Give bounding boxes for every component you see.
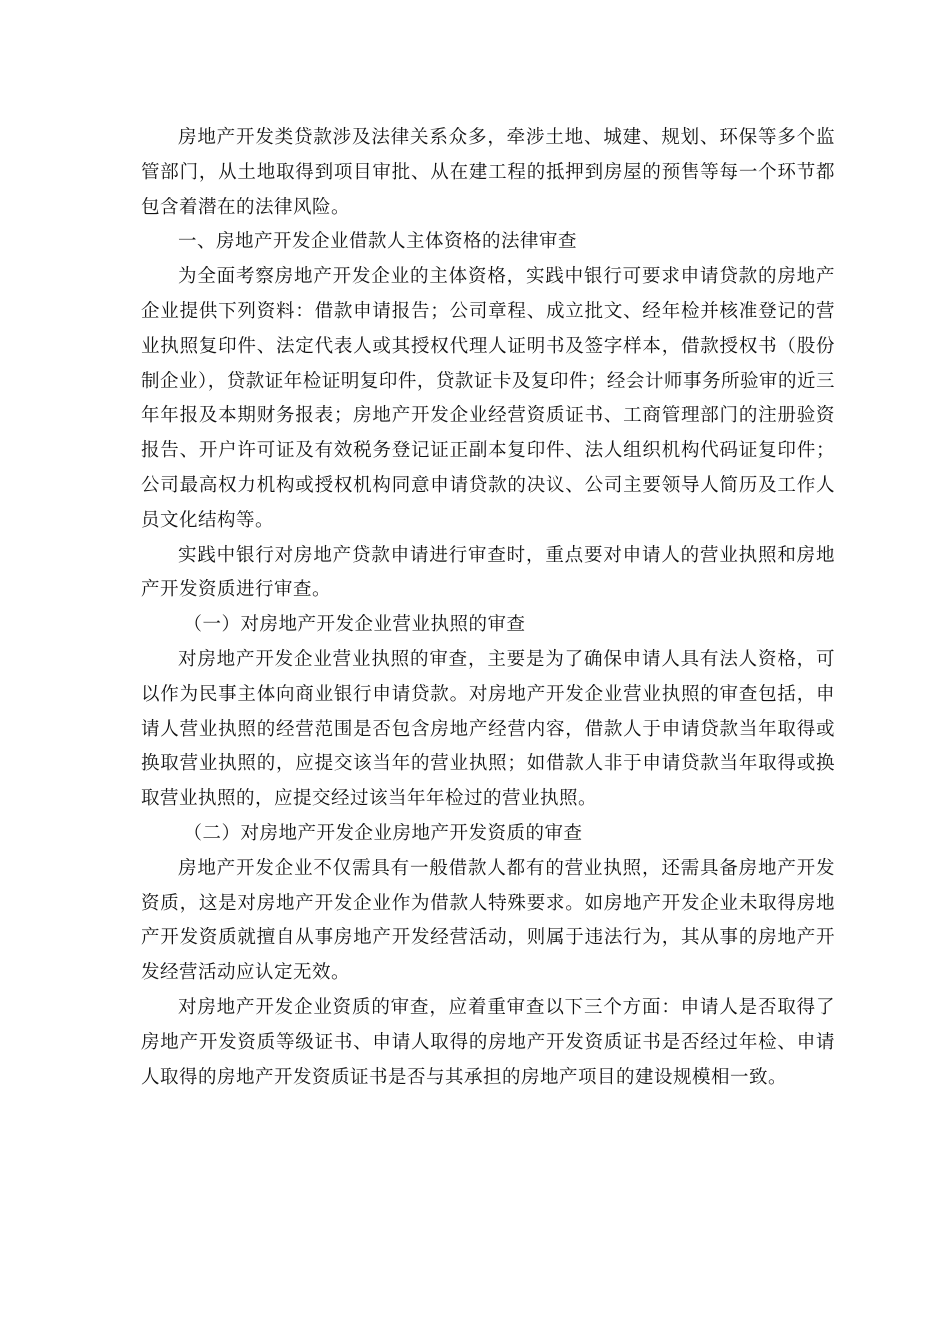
intro-paragraph: 房地产开发类贷款涉及法律关系众多，牵涉土地、城建、规划、环保等多个监管部门，从土地取得到项目审批、从在建工程的抵押到房屋的预售等每一个环节都包含着潜在的法律风险。	[141, 127, 835, 218]
review-focus-paragraph: 实践中银行对房地产贷款申请进行审查时，重点要对申请人的营业执照和房地产开发资质进行审查。	[141, 544, 835, 601]
license-review-paragraph: 对房地产开发企业营业执照的审查，主要是为了确保申请人具有法人资格，可以作为民事主体向商业银行申请贷款。对房地产开发企业营业执照的审查包括，申请人营业执照的经营范围是否包含房地产经营内容，借款人于申请贷款当年取得或换取营业执照的，应提交该当年的营业执照；如借款人非于申请贷款当年取得或换取营业执照的，应提交经过该当年年检过的营业执照。	[141, 648, 835, 810]
section-heading-1: 一、房地产开发企业借款人主体资格的法律审查	[178, 231, 578, 253]
document-body	[141, 121, 835, 1095]
subsection-heading-2: （二）对房地产开发企业房地产开发资质的审查	[183, 822, 583, 844]
materials-paragraph: 为全面考察房地产开发企业的主体资格，实践中银行可要求申请贷款的房地产企业提供下列资料：借款申请报告；公司章程、成立批文、经年检并核准登记的营业执照复印件、法定代表人或其授权代理人证明书及签字样本，借款授权书（股份制企业），贷款证年检证明复印件，贷款证卡及复印件；经会计师事务所验审的近三年年报及本期财务报表；房地产开发企业经营资质证书、工商管理部门的注册验资报告、开户许可证及有效税务登记证正副本复印件、法人组织机构代码证复印件；公司最高权力机构或授权机构同意申请贷款的决议、公司主要领导人简历及工作人员文化结构等。	[141, 266, 835, 531]
subsection-heading-1: （一）对房地产开发企业营业执照的审查	[183, 614, 526, 636]
qualification-paragraph: 房地产开发企业不仅需具有一般借款人都有的营业执照，还需具备房地产开发资质，这是对房地产开发企业作为借款人特殊要求。如房地产开发企业未取得房地产开发资质就擅自从事房地产开发经营活动，则属于违法行为，其从事的房地产开发经营活动应认定无效。	[141, 857, 835, 984]
qualification-review-paragraph: 对房地产开发企业资质的审查，应着重审查以下三个方面：申请人是否取得了房地产开发资质等级证书、申请人取得的房地产开发资质证书是否经过年检、申请人取得的房地产开发资质证书是否与其承担的房地产项目的建设规模相一致。	[141, 996, 835, 1088]
